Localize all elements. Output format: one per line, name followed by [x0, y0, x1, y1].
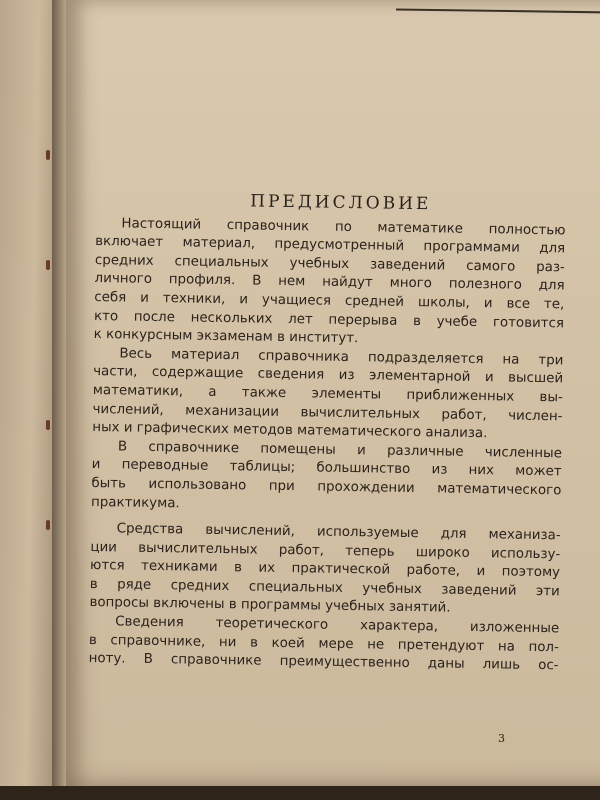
text-line: в справочнике, ни в коей мере не претендуют на пол- — [88, 632, 559, 655]
binding-stitch — [46, 520, 50, 530]
text-line: к конкурсным экзаменам в институт. — [93, 327, 359, 347]
text-line: числений, механизации вычислительных работ, числен- — [92, 401, 563, 424]
text-line: математики, а также элементы приближенных вы- — [92, 382, 563, 406]
binding-stitch — [46, 420, 50, 430]
text-line: быть использовано при прохождении математического — [91, 475, 562, 499]
preface-body — [88, 215, 565, 677]
text-line: и переводные таблицы; большинство из них может — [91, 457, 562, 480]
text-line: Весь материал справочника подразделяется на три — [119, 346, 564, 369]
text-line: в ряде средних специальных учебных заведений эти — [89, 576, 560, 600]
page-title: ПРЕДИСЛОВИЕ — [250, 191, 432, 215]
text-line: ются техниками в их практической работе, и поэтому — [89, 558, 561, 581]
header-rule — [396, 8, 600, 13]
page-number: 3 — [498, 732, 505, 745]
text-line: себя и техники, и учащиеся средней школы, и все те, — [94, 289, 565, 313]
text-line: ции вычислительных работ, теперь широко использу- — [90, 539, 561, 563]
text-line: Сведения теоретического характера, изложенные — [115, 614, 560, 637]
text-line: средних специальных учебных заведений самого раз- — [94, 252, 565, 276]
text-line: включает материал, предусмотренный программами для — [95, 234, 566, 257]
text-line: части, содержащие сведения из элементарной и высшей — [93, 364, 564, 387]
text-line: Средства вычислений, используемые для механиза- — [116, 521, 561, 544]
binding-stitch — [46, 260, 50, 270]
table-surface — [0, 786, 600, 800]
text-line: кто после нескольких лет перерыва в учебе готовится — [93, 308, 565, 331]
text-line: Настоящий справочник по математике полностью — [121, 215, 566, 238]
text-line: ноту. В справочнике преимущественно даны лишь ос- — [88, 651, 559, 674]
binding-stitch — [46, 150, 50, 160]
text-line: личного профиля. В нем найдут много полезного для — [94, 271, 565, 294]
preface-text-block — [88, 190, 565, 676]
text-line: практикума. — [90, 494, 180, 511]
book-page — [66, 0, 600, 790]
text-line: В справочнике помещены и различные численные — [117, 439, 563, 462]
text-line: ных и графических методов математического анализа. — [92, 420, 488, 442]
text-line: вопросы включены в программы учебных занятий. — [89, 595, 451, 617]
